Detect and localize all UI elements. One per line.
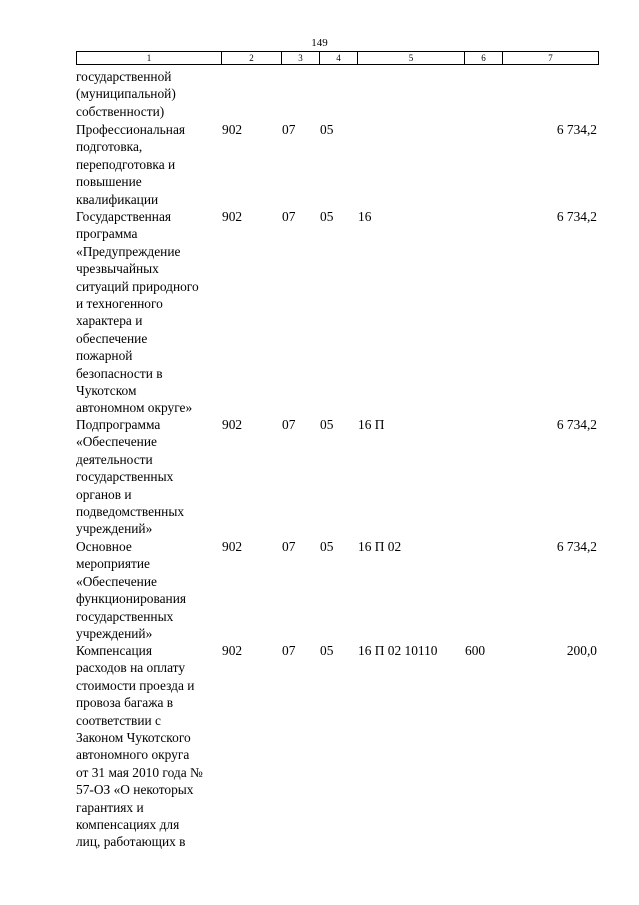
cell-subsection: 05 [320, 417, 334, 432]
column-header-3: 3 [282, 52, 320, 65]
row-name: Подпрограмма «Обеспечение деятельности государственных органов и подведомственных учреждений» [76, 417, 185, 537]
cell-ministry-code: 902 [222, 417, 243, 432]
cell-amount: 6 734,2 [556, 539, 597, 554]
cell-amount: 200,0 [566, 643, 597, 658]
cell-target-article: 16 П 02 [358, 539, 402, 554]
row-name: Государственная программа «Предупреждение чрезвычайных ситуаций природного и техногенного характера и обеспечение пожарной безопасности в Чукотском автономном округе» [76, 209, 199, 416]
cell-subsection: 05 [320, 643, 334, 658]
cell-amount: 6 734,2 [556, 122, 597, 137]
column-header-row [77, 52, 599, 65]
row-name: государственной (муниципальной) собственности) [76, 69, 176, 119]
cell-subsection: 05 [320, 539, 334, 554]
cell-section: 07 [282, 417, 296, 432]
column-header-2: 2 [222, 52, 282, 65]
column-header-4: 4 [320, 52, 358, 65]
cell-ministry-code: 902 [222, 122, 243, 137]
cell-ministry-code: 902 [222, 209, 243, 224]
cell-target-article: 16 П [358, 417, 385, 432]
cell-subsection: 05 [320, 122, 334, 137]
column-header-table [76, 51, 599, 65]
cell-ministry-code: 902 [222, 539, 243, 554]
row-name: Основное мероприятие «Обеспечение функционирования государственных учреждений» [76, 539, 187, 642]
cell-target-article: 16 П 02 10110 [358, 643, 438, 658]
row-name: Профессиональная подготовка, переподготовка и повышение квалификации [76, 122, 186, 207]
column-header-7: 7 [503, 52, 599, 65]
cell-section: 07 [282, 539, 296, 554]
page-number: 149 [311, 37, 328, 49]
cell-target-article: 16 [358, 209, 372, 224]
cell-section: 07 [282, 209, 296, 224]
cell-ministry-code: 902 [222, 643, 243, 658]
column-header-1: 1 [77, 52, 222, 65]
cell-section: 07 [282, 643, 296, 658]
cell-expense-type: 600 [465, 643, 486, 658]
cell-amount: 6 734,2 [556, 209, 597, 224]
cell-amount: 6 734,2 [556, 417, 597, 432]
cell-section: 07 [282, 122, 296, 137]
row-name: Компенсация расходов на оплату стоимости проезда и провоза багажа в соответствии с Законом Чукотского автономного округа от 31 мая 2010 года № 57-ОЗ «О некоторых гарантиях и компенсациях для лиц, работающих в [76, 643, 203, 850]
column-header-5: 5 [358, 52, 465, 65]
column-header-6: 6 [465, 52, 503, 65]
cell-subsection: 05 [320, 209, 334, 224]
